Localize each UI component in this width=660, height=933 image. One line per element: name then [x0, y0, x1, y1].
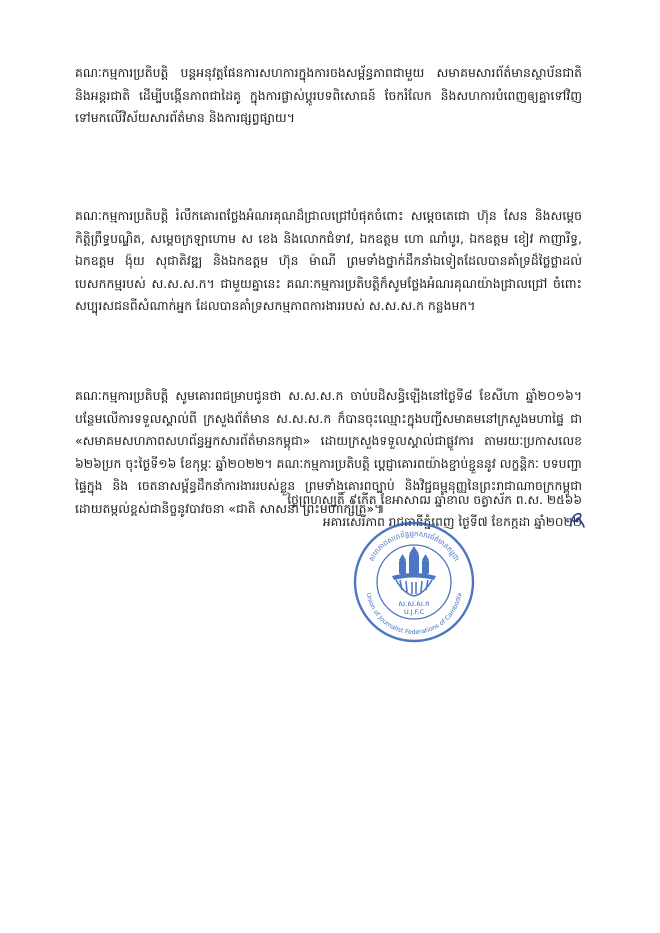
paragraph-partnership: គណៈកម្មការប្រតិបត្តិ បន្តអនុវត្តផែនការសហការក្នុងការចងសម្ព័ន្ធភាពជាមួយ សមាគមសារព័ត៌មានស្ថាប័នជាតិ និងអន្តរជាតិ ដើម្បីបង្កើនភាពជាដៃគូ ក្នុងការផ្លាស់ប្តូរបទពិសោធន៍ ចែករំលែក និងសហការបំពេញឲ្យគ្នាទៅវិញទៅមកលើវិស័យសារព័ត៌មាន និងការផ្សព្វផ្សាយ។	[75, 65, 582, 125]
seal-abbr-km: ស.ស.ស.ក	[398, 600, 430, 608]
seal-bottom-text: Union of Journalist Federations of Cambodia	[364, 592, 464, 637]
place-date-line: អគារសេរីភាព រាជធានីភ្នំពេញ ថ្ងៃទី៧ ខែកក្កដា ឆ្នាំ២០២២	[322, 515, 582, 529]
paragraph-gratitude: គណៈកម្មការប្រតិបត្តិ រំលឹកគោរពថ្លែងអំណរគុណដ៏ជ្រាលជ្រៅបំផុតចំពោះ សម្តេចតេជោ ហ៊ុន សែន និងសម្តេចកិត្តិព្រឹទ្ធបណ្ឌិត, សម្តេចក្រឡាហោម ស ខេង និងលោកជំទាវ, ឯកឧត្តម ហោ ណាំបូរ, ឯកឧត្តម ខៀវ កាញារីទ្ធ, ឯកឧត្តម ង៉ុយ សុជាតិវឌ្ឍ និងឯកឧត្តម ហ៊ុន ម៉ាណី ព្រមទាំងថ្នាក់ដឹកនាំឯទៀតដែលបានគាំទ្រដ៏ថ្លៃថ្លាដល់បេសកកម្មរបស់ ស.ស.ស.ក។ ជាមួយគ្នានេះ គណៈកម្មការប្រតិបត្តិក៏សូមថ្លែងអំណរគុណយ៉ាងជ្រាលជ្រៅ ចំពោះសប្បុរសជនពីសំណាក់អ្នក ដែលបានគាំទ្រសកម្មភាពការងាររបស់ ស.ស.ស.ក កន្លងមក។	[75, 208, 582, 313]
lunar-date-line: ថ្ងៃព្រហស្បតិ៍ ៩កើត ខែអាសាឍ ឆ្នាំខាល ចត្វាស័ក ព.ស. ២៥៦៦	[287, 493, 582, 507]
seal-abbr-en: U.J.F.C	[403, 608, 425, 616]
paragraph-founding: គណៈកម្មការប្រតិបត្តិ សូមគោរពជម្រាបជូនថា ស.ស.ស.ក ចាប់បដិសន្ធិឡើងនៅថ្ងៃទី៨ ខែសីហា ឆ្នាំ២០១៦។ បន្ថែមលើការទទួលស្គាល់ពី ក្រសួងព័ត៌មាន ស.ស.ស.ក ក៏បានចុះឈ្មោះក្នុងបញ្ជីសមាគមនៅក្រសួងមហាផ្ទៃ ជា «សមាគមសហភាពសហព័ន្ធអ្នកសារព័ត៌មានកម្ពុជា» ដោយក្រសួងទទួលស្គាល់ជាផ្លូវការ តាមរយៈប្រកាសលេខ ៦២៦ប្រក ចុះថ្ងៃទី១៦ ខែកុម្ភៈ ឆ្នាំ២០២២។ គណៈកម្មការប្រតិបត្តិ ប្តេជ្ញាគោរពយ៉ាងខ្ជាប់ខ្ជួននូវ លក្ខន្តិកៈ បទបញ្ជាផ្ទៃក្នុង និង ចេតនាសម្ព័ន្ធដឹកនាំការងាររបស់ខ្លួន ព្រមទាំងគោរពច្បាប់ និងវិជ្ជធម្មនុញ្ញនៃព្រះរាជាណាចក្រកម្ពុជា ដោយតម្កល់ខ្ពស់ជានិច្ចនូវបាវចនា «ជាតិ សាសនា ព្រះមហាក្សត្រ»៕	[75, 388, 582, 516]
hands-emblem	[396, 580, 432, 596]
temple-emblem	[392, 546, 436, 580]
organization-seal	[352, 520, 476, 644]
seal-top-text: សហភាពសហព័ន្ធអ្នកសារព័ត៌មានកម្ពុជា	[367, 529, 461, 563]
handwritten-mark	[568, 509, 586, 529]
